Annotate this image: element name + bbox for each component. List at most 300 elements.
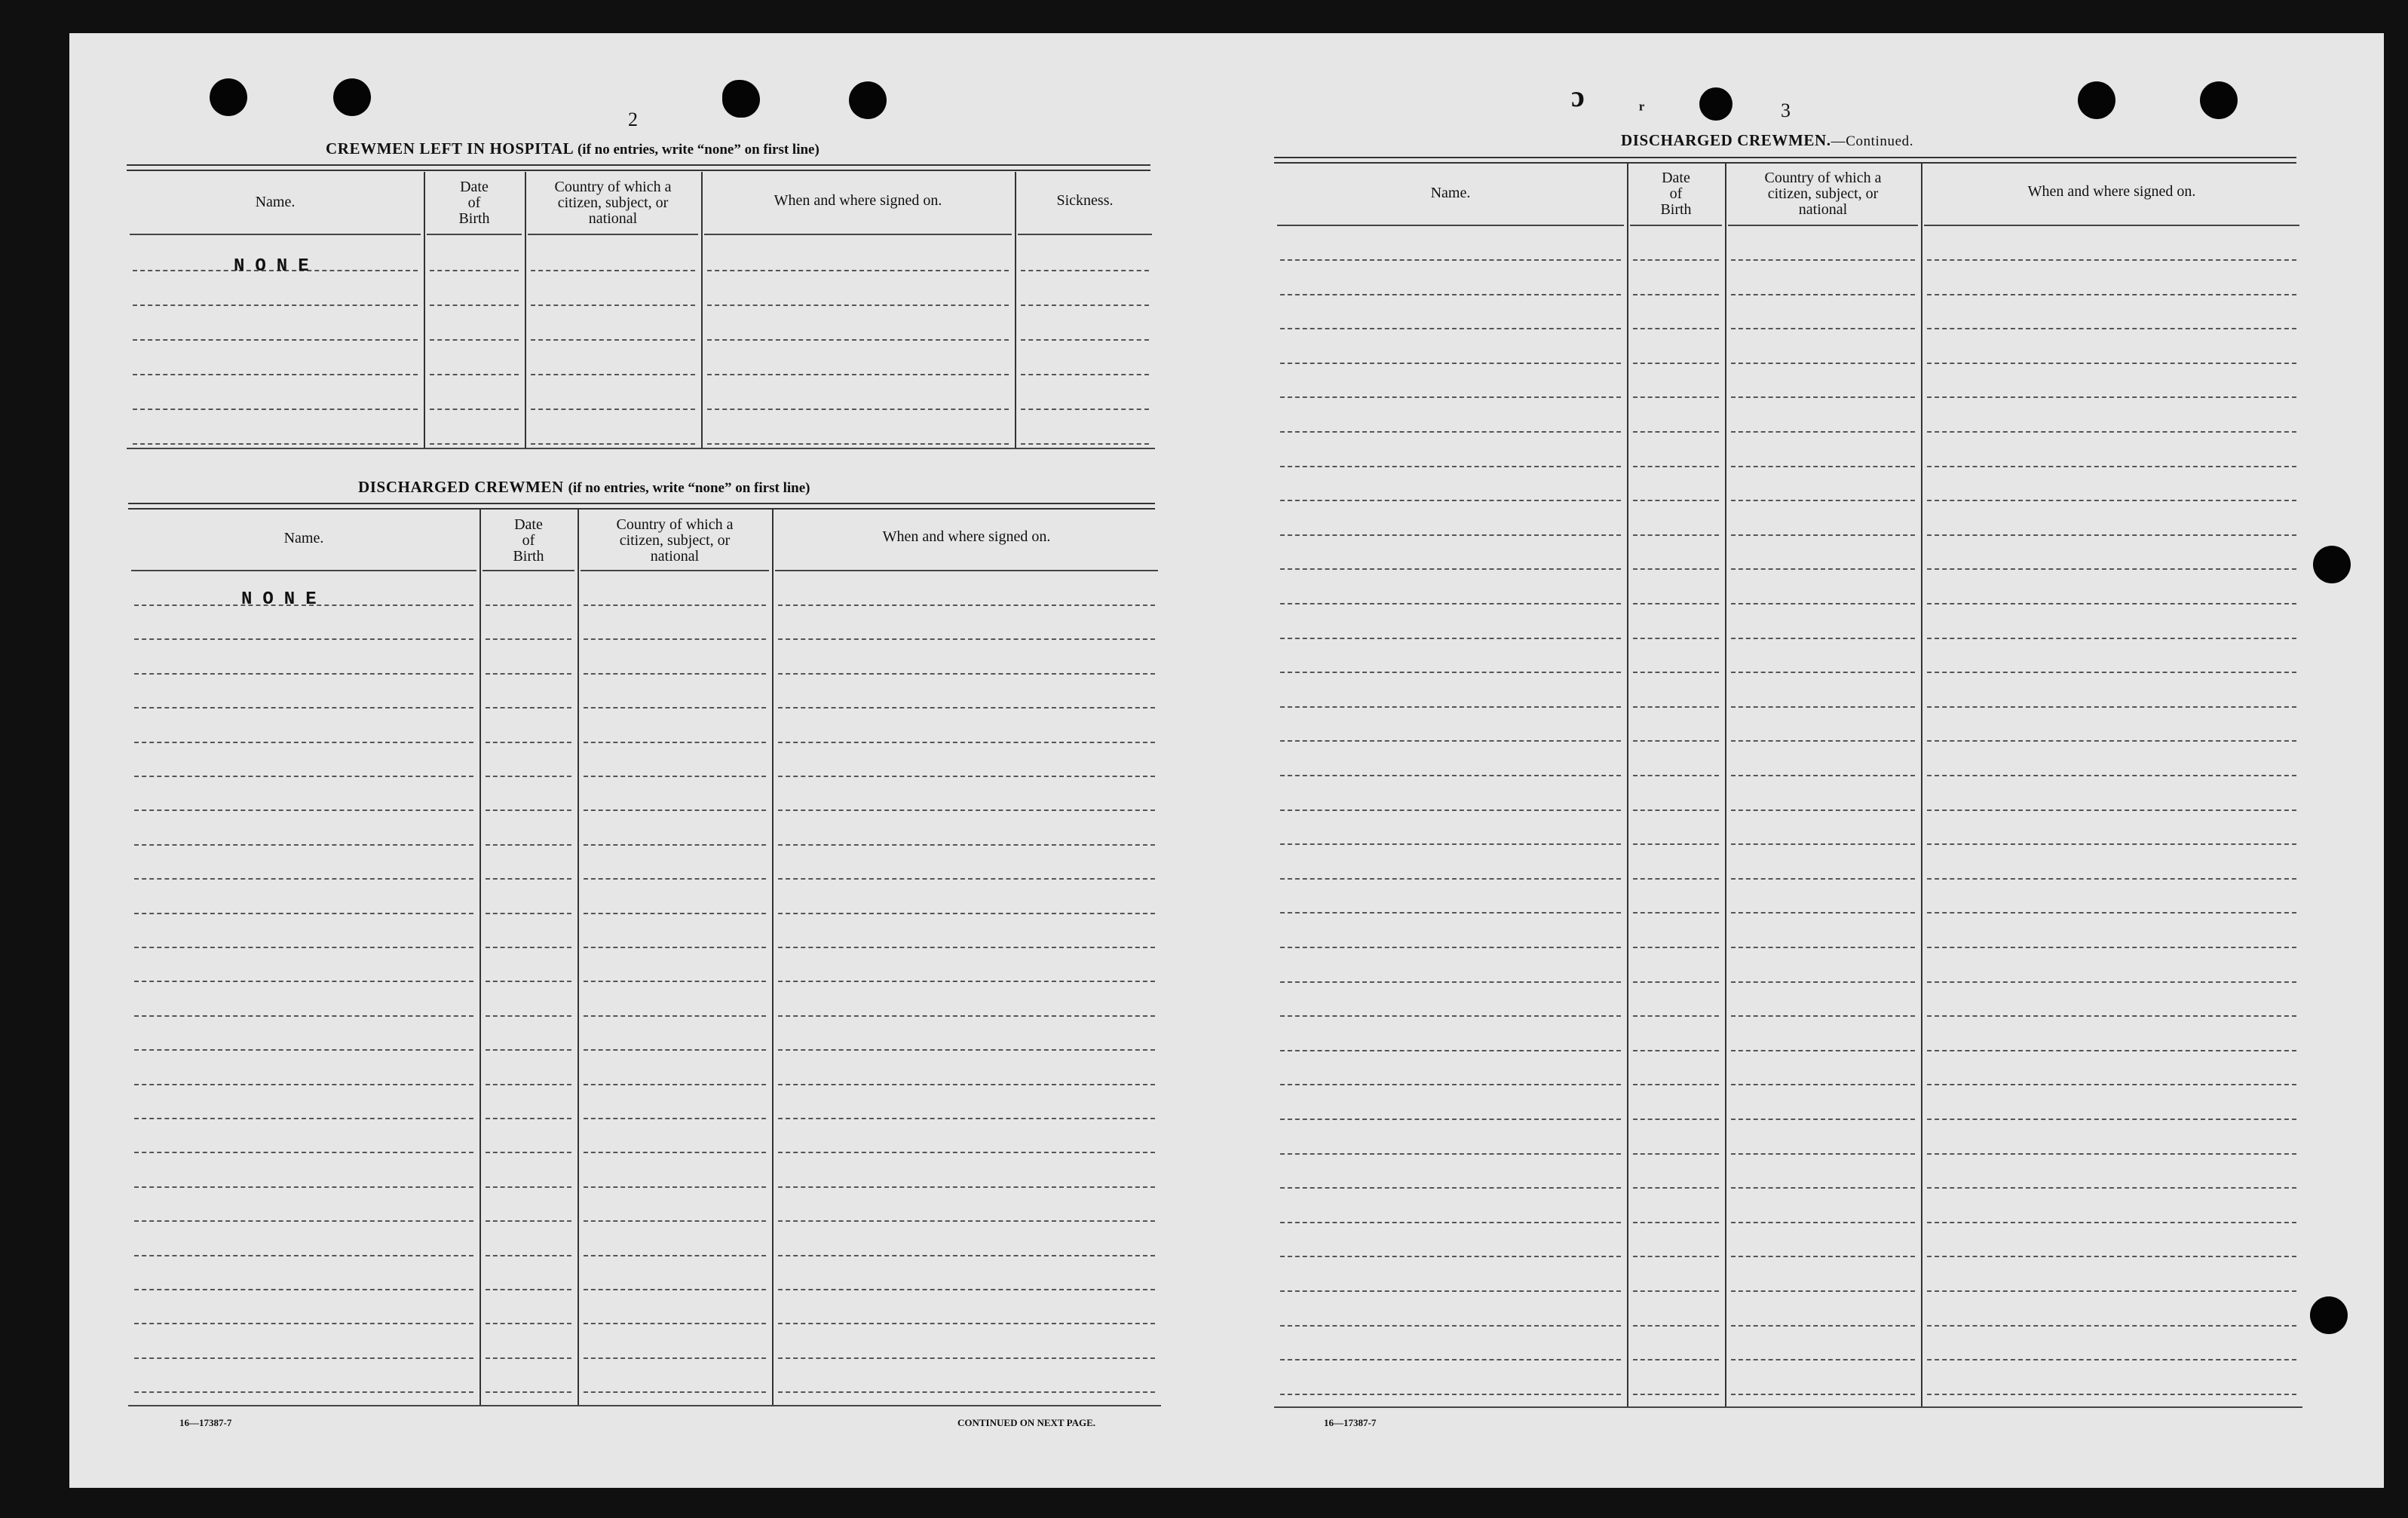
ruled-line	[134, 1015, 473, 1017]
ruled-line	[1731, 843, 1915, 845]
ruled-line	[1280, 363, 1621, 364]
punch-hole	[333, 78, 371, 116]
ruled-line	[1927, 775, 2296, 776]
column-divider	[479, 510, 481, 1405]
ruled-line	[1633, 294, 1719, 295]
punch-hole	[1699, 87, 1732, 121]
ruled-line	[134, 1357, 473, 1359]
ruled-line	[134, 981, 473, 982]
col-header-name: Name.	[255, 194, 296, 210]
ruled-line	[1280, 1325, 1621, 1327]
ruled-line	[134, 673, 473, 675]
ruled-line	[1927, 947, 2296, 948]
ruled-line	[1280, 638, 1621, 639]
ruled-line	[1021, 374, 1149, 375]
header-rule	[1728, 225, 1918, 226]
ruled-line	[486, 1118, 571, 1119]
ruled-line	[1280, 740, 1621, 742]
ruled-line	[1633, 1290, 1719, 1292]
column-divider	[577, 510, 579, 1405]
ruled-line	[1927, 1394, 2296, 1395]
ruled-line	[1633, 1256, 1719, 1257]
ruled-line	[584, 1323, 766, 1324]
ruled-line	[584, 673, 766, 675]
ruled-line	[1927, 1222, 2296, 1223]
ruled-line	[1731, 568, 1915, 570]
ruled-line	[1927, 843, 2296, 845]
ruled-line	[430, 374, 519, 375]
ruled-line	[486, 1084, 571, 1085]
ruled-line	[1731, 706, 1915, 708]
section-rule	[127, 164, 1150, 171]
ruled-line	[1280, 947, 1621, 948]
ruled-line	[531, 443, 695, 445]
ruled-line	[1633, 775, 1719, 776]
ruled-line	[707, 305, 1009, 306]
ruled-line	[1731, 1222, 1915, 1223]
ruled-line	[1280, 1290, 1621, 1292]
col-header-signed: When and where signed on.	[882, 528, 1051, 545]
ruled-line	[1280, 843, 1621, 845]
ruled-line	[1927, 1325, 2296, 1327]
ruled-line	[1280, 259, 1621, 261]
ruled-line	[430, 443, 519, 445]
ruled-line	[1633, 363, 1719, 364]
ruled-line	[1633, 1084, 1719, 1085]
ruled-line	[584, 742, 766, 743]
ruled-line	[1927, 500, 2296, 501]
column-divider	[1725, 163, 1726, 1406]
ruled-line	[584, 1186, 766, 1188]
ruled-line	[486, 1255, 571, 1256]
ruled-line	[134, 878, 473, 880]
column-divider	[1921, 163, 1922, 1406]
ruled-line	[134, 776, 473, 777]
ruled-line	[486, 1220, 571, 1222]
ruled-line	[1731, 947, 1915, 948]
ruled-line	[1633, 981, 1719, 983]
ruled-line	[1280, 706, 1621, 708]
ruled-line	[584, 913, 766, 914]
ruled-line	[1280, 1359, 1621, 1360]
header-rule	[1277, 225, 1624, 226]
ruled-line	[1731, 500, 1915, 501]
header-rule	[704, 234, 1012, 235]
col-header-dob: Date of Birth	[458, 179, 490, 227]
punch-hole	[2313, 546, 2351, 583]
ruled-line	[1731, 363, 1915, 364]
ruled-line	[584, 707, 766, 709]
ruled-line	[1731, 1015, 1915, 1017]
ruled-line	[1927, 809, 2296, 811]
ruled-line	[1021, 339, 1149, 341]
ruled-line	[778, 638, 1155, 640]
ruled-line	[1633, 1187, 1719, 1189]
col-header-country: Country of which a citizen, subject, or national	[616, 516, 734, 565]
ruled-line	[1280, 775, 1621, 776]
page-number: 3	[1781, 99, 1791, 121]
ruled-line	[1731, 1187, 1915, 1189]
ruled-line	[1927, 1256, 2296, 1257]
ruled-line	[778, 707, 1155, 709]
ruled-line	[1280, 534, 1621, 536]
table-bottom-rule	[128, 1405, 1161, 1406]
ruled-line	[531, 374, 695, 375]
column-divider	[701, 172, 703, 448]
ruled-line	[584, 947, 766, 948]
ruled-line	[1731, 809, 1915, 811]
ruled-line	[778, 604, 1155, 606]
ruled-line	[486, 742, 571, 743]
ruled-line	[134, 947, 473, 948]
ruled-line	[1633, 1394, 1719, 1395]
ruled-line	[584, 981, 766, 982]
ruled-line	[1633, 1015, 1719, 1017]
ruled-line	[1633, 396, 1719, 398]
discharged-section-title: DISCHARGED CREWMEN (if no entries, write “none” on first line)	[358, 478, 810, 496]
ruled-line	[1927, 706, 2296, 708]
ruled-line	[1633, 638, 1719, 639]
ruled-line	[778, 1049, 1155, 1051]
ruled-line	[1633, 431, 1719, 433]
ruled-line	[1731, 912, 1915, 914]
ruled-line	[778, 1152, 1155, 1153]
punch-hole	[849, 81, 887, 119]
ruled-line	[430, 270, 519, 271]
ruled-line	[486, 1357, 571, 1359]
ruled-line	[134, 1049, 473, 1051]
ruled-line	[1731, 1084, 1915, 1085]
ruled-line	[778, 1391, 1155, 1393]
table-bottom-rule	[1274, 1406, 2302, 1408]
ruled-line	[486, 673, 571, 675]
ruled-line	[778, 1084, 1155, 1085]
ruled-line	[486, 1391, 571, 1393]
ruled-line	[1280, 981, 1621, 983]
ruled-line	[1280, 1256, 1621, 1257]
ruled-line	[1731, 1394, 1915, 1395]
col-header-country: Country of which a citizen, subject, or national	[554, 179, 672, 227]
ruled-line	[1280, 500, 1621, 501]
ruled-line	[778, 1289, 1155, 1290]
ruled-line	[778, 1220, 1155, 1222]
ruled-line	[1280, 396, 1621, 398]
punch-hole	[2200, 81, 2238, 119]
ruled-line	[1633, 809, 1719, 811]
ruled-line	[1927, 1119, 2296, 1120]
col-header-sickness: Sickness.	[1056, 192, 1114, 209]
ruled-line	[584, 1357, 766, 1359]
ruled-line	[486, 878, 571, 880]
ruled-line	[1280, 328, 1621, 329]
ruled-line	[531, 409, 695, 410]
ruled-line	[1927, 981, 2296, 983]
ruled-line	[486, 776, 571, 777]
ruled-line	[584, 1049, 766, 1051]
page-number: 2	[628, 109, 638, 130]
ruled-line	[486, 913, 571, 914]
discharged-continued-title: DISCHARGED CREWMEN.—Continued.	[1621, 131, 1914, 149]
ruled-line	[707, 443, 1009, 445]
ruled-line	[1633, 500, 1719, 501]
ruled-line	[133, 374, 418, 375]
punch-hole	[722, 80, 760, 118]
ruled-line	[1927, 328, 2296, 329]
ruled-line	[134, 1118, 473, 1119]
ruled-line	[1927, 466, 2296, 467]
ink-mark: ɔ	[1571, 79, 1585, 113]
ruled-line	[1927, 1050, 2296, 1051]
ruled-line	[1280, 1187, 1621, 1189]
ruled-line	[778, 1186, 1155, 1188]
ruled-line	[1633, 672, 1719, 673]
ruled-line	[486, 707, 571, 709]
ruled-line	[1280, 603, 1621, 604]
ruled-line	[1731, 1325, 1915, 1327]
col-header-name: Name.	[283, 530, 324, 546]
ruled-line	[486, 981, 571, 982]
ruled-line	[584, 1255, 766, 1256]
ruled-line	[778, 1357, 1155, 1359]
ruled-line	[707, 339, 1009, 341]
col-header-dob: Date of Birth	[1660, 170, 1692, 218]
ruled-line	[531, 339, 695, 341]
ruled-line	[778, 981, 1155, 982]
ruled-line	[778, 844, 1155, 846]
ruled-line	[486, 844, 571, 846]
ruled-line	[1927, 1187, 2296, 1189]
ruled-line	[1927, 568, 2296, 570]
ruled-line	[1731, 878, 1915, 880]
ruled-line	[1927, 1084, 2296, 1085]
ruled-line	[1633, 1359, 1719, 1360]
ruled-line	[1731, 1256, 1915, 1257]
ruled-line	[1280, 672, 1621, 673]
ruled-line	[1633, 878, 1719, 880]
ruled-line	[1633, 603, 1719, 604]
col-header-signed: When and where signed on.	[774, 192, 942, 209]
ruled-line	[778, 913, 1155, 914]
ruled-line	[486, 1015, 571, 1017]
ruled-line	[1927, 363, 2296, 364]
ruled-line	[134, 1084, 473, 1085]
ruled-line	[134, 844, 473, 846]
ruled-line	[1927, 396, 2296, 398]
ruled-line	[1280, 1084, 1621, 1085]
header-rule	[130, 234, 421, 235]
ruled-line	[1731, 534, 1915, 536]
ruled-line	[1280, 466, 1621, 467]
header-rule	[581, 570, 769, 571]
ruled-line	[584, 1289, 766, 1290]
ruled-line	[1633, 1153, 1719, 1155]
ruled-line	[778, 742, 1155, 743]
ruled-line	[1280, 878, 1621, 880]
ruled-line	[1731, 466, 1915, 467]
ruled-line	[584, 809, 766, 811]
ruled-line	[1633, 259, 1719, 261]
ruled-line	[486, 638, 571, 640]
ruled-line	[1280, 294, 1621, 295]
right-page	[1223, 33, 2384, 1488]
header-rule	[483, 570, 574, 571]
ruled-line	[584, 1084, 766, 1085]
ruled-line	[1927, 672, 2296, 673]
ruled-line	[584, 1391, 766, 1393]
ruled-line	[1021, 270, 1149, 271]
form-number: 16—17387-7	[1324, 1417, 1377, 1428]
ruled-line	[1633, 534, 1719, 536]
ruled-line	[778, 1323, 1155, 1324]
ruled-line	[1927, 740, 2296, 742]
ruled-line	[778, 1015, 1155, 1017]
header-rule	[1924, 225, 2299, 226]
col-header-country: Country of which a citizen, subject, or national	[1764, 170, 1882, 218]
ruled-line	[1927, 259, 2296, 261]
ruled-line	[1280, 1222, 1621, 1223]
ruled-line	[134, 1289, 473, 1290]
ruled-line	[486, 604, 571, 606]
ruled-line	[430, 305, 519, 306]
ruled-line	[133, 443, 418, 445]
ruled-line	[1731, 259, 1915, 261]
header-rule	[775, 570, 1158, 571]
ruled-line	[1633, 912, 1719, 914]
ruled-line	[1280, 1153, 1621, 1155]
ruled-line	[1280, 912, 1621, 914]
table-bottom-rule	[127, 448, 1155, 449]
punch-hole	[2078, 81, 2115, 119]
ruled-line	[134, 707, 473, 709]
ruled-line	[1927, 1359, 2296, 1360]
ruled-line	[1927, 1015, 2296, 1017]
punch-hole	[210, 78, 247, 116]
col-header-signed: When and where signed on.	[2027, 183, 2196, 200]
ruled-line	[1021, 305, 1149, 306]
ruled-line	[1731, 431, 1915, 433]
ruled-line	[134, 809, 473, 811]
ruled-line	[531, 305, 695, 306]
ruled-line	[1927, 534, 2296, 536]
ruled-line	[707, 409, 1009, 410]
ruled-line	[134, 913, 473, 914]
ruled-line	[584, 604, 766, 606]
ruled-line	[430, 409, 519, 410]
punch-hole	[2310, 1296, 2348, 1334]
ruled-line	[1280, 809, 1621, 811]
ruled-line	[1731, 981, 1915, 983]
ruled-line	[531, 270, 695, 271]
ruled-line	[486, 1049, 571, 1051]
ruled-line	[778, 1255, 1155, 1256]
ruled-line	[1927, 912, 2296, 914]
ruled-line	[1731, 672, 1915, 673]
ruled-line	[1280, 1394, 1621, 1395]
header-rule	[427, 234, 522, 235]
ruled-line	[1731, 603, 1915, 604]
ruled-line	[1731, 1290, 1915, 1292]
ruled-line	[1633, 1222, 1719, 1223]
ruled-line	[1731, 1119, 1915, 1120]
ruled-line	[134, 1323, 473, 1324]
ruled-line	[134, 1220, 473, 1222]
ruled-line	[1731, 328, 1915, 329]
ruled-line	[134, 742, 473, 743]
ruled-line	[1633, 1050, 1719, 1051]
column-divider	[1627, 163, 1628, 1406]
ruled-line	[1927, 1153, 2296, 1155]
ruled-line	[1731, 1359, 1915, 1360]
column-divider	[1015, 172, 1016, 448]
section-rule	[1274, 157, 2296, 164]
ruled-line	[1731, 1050, 1915, 1051]
ruled-line	[584, 638, 766, 640]
ruled-line	[1731, 294, 1915, 295]
ruled-line	[778, 947, 1155, 948]
ruled-line	[134, 1186, 473, 1188]
ruled-line	[584, 1220, 766, 1222]
ruled-line	[584, 776, 766, 777]
ruled-line	[134, 1391, 473, 1393]
ruled-line	[1927, 638, 2296, 639]
ruled-line	[778, 776, 1155, 777]
ruled-line	[1927, 878, 2296, 880]
ruled-line	[1927, 603, 2296, 604]
ruled-line	[486, 1152, 571, 1153]
ruled-line	[133, 339, 418, 341]
column-divider	[772, 510, 774, 1405]
ruled-line	[1280, 568, 1621, 570]
ruled-line	[1633, 947, 1719, 948]
ruled-line	[778, 878, 1155, 880]
header-rule	[1630, 225, 1722, 226]
ruled-line	[584, 878, 766, 880]
ruled-line	[1633, 706, 1719, 708]
ruled-line	[778, 809, 1155, 811]
ruled-line	[584, 844, 766, 846]
section-rule	[128, 503, 1155, 510]
ruled-line	[1927, 294, 2296, 295]
header-rule	[131, 570, 476, 571]
ink-mark: ᵣ	[1639, 90, 1645, 114]
name-entry: NONE	[241, 589, 327, 610]
ruled-line	[1633, 568, 1719, 570]
left-page	[69, 33, 1230, 1488]
ruled-line	[584, 1152, 766, 1153]
col-header-dob: Date of Birth	[513, 516, 544, 565]
ruled-line	[778, 673, 1155, 675]
ruled-line	[584, 1118, 766, 1119]
ruled-line	[1633, 1119, 1719, 1120]
ruled-line	[1021, 409, 1149, 410]
ruled-line	[486, 1186, 571, 1188]
ruled-line	[1731, 740, 1915, 742]
ruled-line	[1633, 328, 1719, 329]
ruled-line	[1731, 638, 1915, 639]
ruled-line	[486, 947, 571, 948]
ruled-line	[133, 305, 418, 306]
ruled-line	[1021, 443, 1149, 445]
header-rule	[528, 234, 698, 235]
ruled-line	[1280, 1015, 1621, 1017]
ruled-line	[1280, 1050, 1621, 1051]
ruled-line	[134, 1152, 473, 1153]
ruled-line	[1633, 1325, 1719, 1327]
ruled-line	[133, 409, 418, 410]
ruled-line	[1731, 1153, 1915, 1155]
ruled-line	[486, 1323, 571, 1324]
ruled-line	[1633, 843, 1719, 845]
